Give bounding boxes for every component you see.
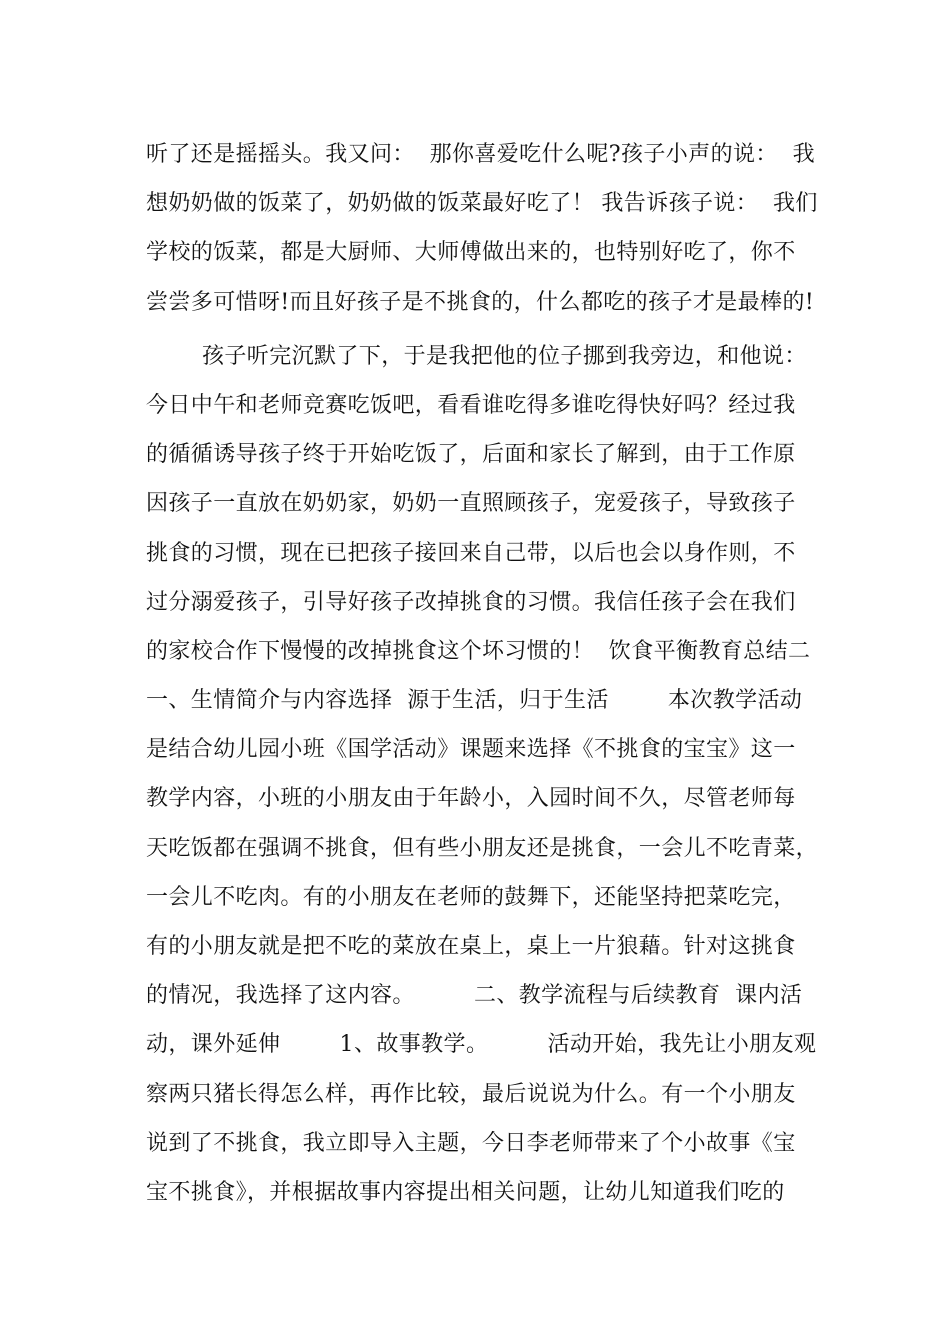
text-line: 挑食的习惯，现在已把孩子接回来自己带，以后也会以身作则，不	[146, 540, 796, 566]
text-line: 尝尝多可惜呀!而且好孩子是不挑食的，什么都吃的孩子才是最棒的!	[146, 289, 815, 315]
text-line: 动，课外延伸 1、故事教学。 活动开始，我先让小朋友观	[146, 1032, 817, 1058]
text-line: 的家校合作下慢慢的改掉挑食这个坏习惯的！ 饮食平衡教育总结二	[146, 638, 811, 664]
text-line: 教学内容，小班的小朋友由于年龄小，入园时间不久，尽管老师每	[146, 786, 796, 812]
text-line: 学校的饭菜，都是大厨师、大师傅做出来的，也特别好吃了，你不	[146, 240, 796, 266]
text-line: 天吃饭都在强调不挑食，但有些小朋友还是挑食，一会儿不吃青菜，	[146, 835, 819, 861]
text-line: 今日中午和老师竞赛吃饭吧，看看谁吃得多谁吃得快好吗？经过我	[146, 392, 796, 418]
text-line: 察两只猪长得怎么样，再作比较，最后说说为什么。有一个小朋友	[146, 1081, 796, 1107]
text-line: 听了还是摇摇头。我又问： 那你喜爱吃什么呢?孩子小声的说： 我	[146, 142, 815, 167]
text-line: 一、生情简介与内容选择 源于生活，归于生活 本次教学活动	[146, 688, 803, 714]
text-line: 说到了不挑食，我立即导入主题，今日李老师带来了个小故事《宝	[146, 1130, 796, 1156]
text-line: 有的小朋友就是把不吃的菜放在桌上，桌上一片狼藉。针对这挑食	[146, 934, 796, 959]
text-line: 宝不挑食》，并根据故事内容提出相关问题，让幼儿知道我们吃的	[146, 1179, 785, 1205]
text-line: 想奶奶做的饭菜了，奶奶做的饭菜最好吃了！ 我告诉孩子说： 我们	[146, 191, 818, 217]
document-body	[146, 130, 826, 1217]
text-line: 的循循诱导孩子终于开始吃饭了，后面和家长了解到，由于工作原	[146, 442, 796, 468]
text-line: 是结合幼儿园小班《国学活动》课题来选择《不挑食的宝宝》这一	[146, 737, 796, 763]
text-line: 因孩子一直放在奶奶家，奶奶一直照顾孩子，宠爱孩子，导致孩子	[146, 491, 796, 517]
text-line: 一会儿不吃肉。有的小朋友在老师的鼓舞下，还能坚持把菜吃完，	[146, 884, 796, 910]
text-line: 的情况，我选择了这内容。 二、教学流程与后续教育 课内活	[146, 983, 803, 1009]
text-line: 孩子听完沉默了下，于是我把他的位子挪到我旁边，和他说：	[202, 343, 807, 369]
text-line: 过分溺爱孩子，引导好孩子改掉挑食的习惯。我信任孩子会在我们	[146, 589, 796, 615]
